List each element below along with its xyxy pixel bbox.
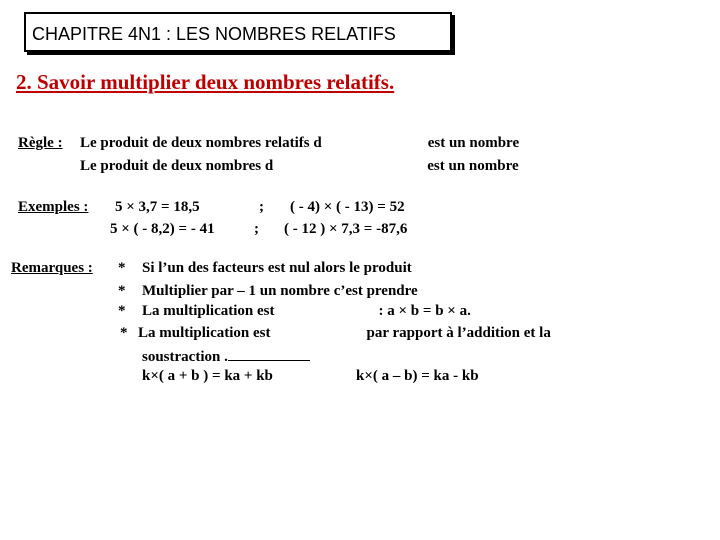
rule-blank-2 [273,159,421,175]
example-1: 5 × 3,7 = 18,5 [115,199,200,215]
remark-4-continuation [142,346,310,366]
remark-bullet-2: * [118,283,126,299]
remark-bullet-1: * [118,260,126,276]
remark-4-underline-blank [228,346,310,361]
example-2: ( - 4) × ( - 13) = 52 [290,199,405,215]
remark-4-blank [271,326,367,342]
chapter-title-box [24,12,452,52]
remark-3-start: La multiplication est [142,303,275,319]
example-separator-2: ; [254,221,259,237]
rule-line-2-start: Le produit de deux nombres d [80,158,274,174]
example-3: 5 × ( - 8,2) = - 41 [110,221,215,237]
remark-2: Multiplier par – 1 un nombre c’est prendre [142,283,418,299]
rule-label: Règle : [18,135,63,151]
rule-line-2-end: est un nombre [427,158,519,174]
remark-3-end: : a × b = b × a. [378,303,471,319]
examples-label: Exemples : [18,199,89,215]
example-separator-1: ; [259,199,264,215]
remark-3 [142,303,471,320]
example-4: ( - 12 ) × 7,3 = -87,6 [284,221,408,237]
section-title: 2. Savoir multiplier deux nombres relatifs. [16,70,395,94]
remarks-label: Remarques : [11,260,93,276]
rule-line-1 [80,135,519,152]
remark-4-end: par rapport à l’addition et la [366,325,551,341]
chapter-title: CHAPITRE 4N1 : LES NOMBRES RELATIFS [32,24,396,44]
distributivity-formula-2: k×( a – b) = ka - kb [356,368,479,384]
remark-1: Si l’un des facteurs est nul alors le produit [142,260,412,276]
distributivity-formula-1: k×( a + b ) = ka + kb [142,368,273,384]
rule-line-1-start: Le produit de deux nombres relatifs d [80,135,322,151]
remark-4-continuation-text: soustraction . [142,349,228,365]
remark-4-start: La multiplication est [138,325,271,341]
rule-line-1-end: est un nombre [427,135,520,151]
rule-blank-1 [322,136,422,152]
remark-4 [138,325,551,342]
remark-bullet-4: * [120,325,128,341]
rule-line-2 [80,158,519,175]
remark-3-blank [275,304,379,320]
remark-bullet-3: * [118,303,126,319]
